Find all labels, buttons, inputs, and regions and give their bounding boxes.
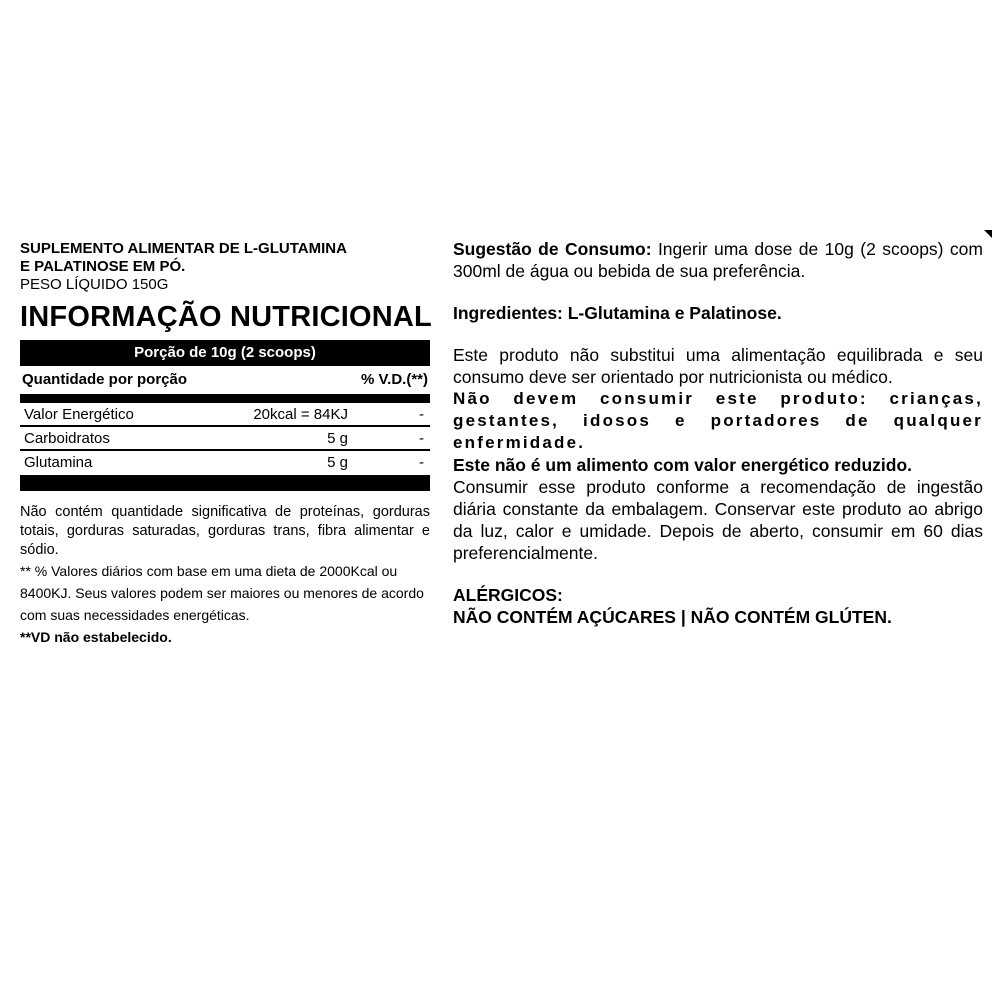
nutrition-table [20,340,430,491]
product-title-line2: E PALATINOSE EM PÓ. [20,258,186,275]
info-title: INFORMAÇÃO NUTRICIONAL [20,301,432,333]
row-vd: - [419,406,424,423]
corner-mark [984,230,992,238]
not-reduced-energy: Este não é um alimento com valor energético reduzido. [453,455,912,475]
row-name: Carboidratos [24,430,110,447]
header-divider [20,394,430,403]
note-daily-values: ** % Valores diários com base em uma dieta de 2000Kcal ou 8400KJ. Seus valores podem ser maiores ou menores de acordo com suas necessidades energéticas. [20,563,424,623]
storage-instructions: Consumir esse produto conforme a recomendação de ingestão diária constante da embalagem. Conservar este produto ao abrigo da luz, calor e umidade. Depois de aberto, consumir em 60 dias preferencialmente. [453,477,983,563]
warning: Não devem consumir este produto: crianças, gestantes, idosos e portadores de qualquer enfermidade. [453,389,983,452]
table-row [20,427,430,451]
table-row [20,403,430,427]
allergens-title: ALÉRGICOS: [453,585,563,605]
row-amount: 20kcal = 84KJ [253,406,348,423]
product-info-panel [453,238,983,628]
consumption-suggestion [453,238,983,282]
portion-header: Porção de 10g (2 scoops) [20,340,430,366]
table-row [20,451,430,473]
consumption-text: Ingerir uma dose de 10g (2 scoops) com 300ml de água ou bebida de sua preferência. [453,239,983,281]
qty-header: Quantidade por porção [22,371,188,388]
allergens-text: NÃO CONTÉM AÇÚCARES | NÃO CONTÉM GLÚTEN. [453,607,892,627]
row-vd: - [419,430,424,447]
row-name: Glutamina [24,454,93,471]
ingredients: Ingredientes: L-Glutamina e Palatinose. [453,303,782,323]
product-title-line1: SUPLEMENTO ALIMENTAR DE L-GLUTAMINA [20,240,347,257]
note-vd: **VD não estabelecido. [20,629,172,645]
table-footer-bar [20,475,430,491]
nutrition-panel [20,240,430,648]
consumption-label: Sugestão de Consumo: [453,239,652,259]
disclaimer: Este produto não substitui uma alimentação equilibrada e seu consumo deve ser orientado por nutricionista ou médico. [453,345,983,387]
row-name: Valor Energético [24,406,134,423]
row-amount: 5 g [327,454,348,471]
row-vd: - [419,454,424,471]
table-header [20,366,430,394]
net-weight: PESO LÍQUIDO 150G [20,276,169,293]
row-amount: 5 g [327,430,348,447]
vd-header: % V.D.(**) [361,371,428,388]
nutrition-notes [20,503,430,648]
note-nutrients: Não contém quantidade significativa de proteínas, gorduras totais, gorduras saturadas, gorduras trans, fibra alimentar e sódio. [20,504,430,558]
